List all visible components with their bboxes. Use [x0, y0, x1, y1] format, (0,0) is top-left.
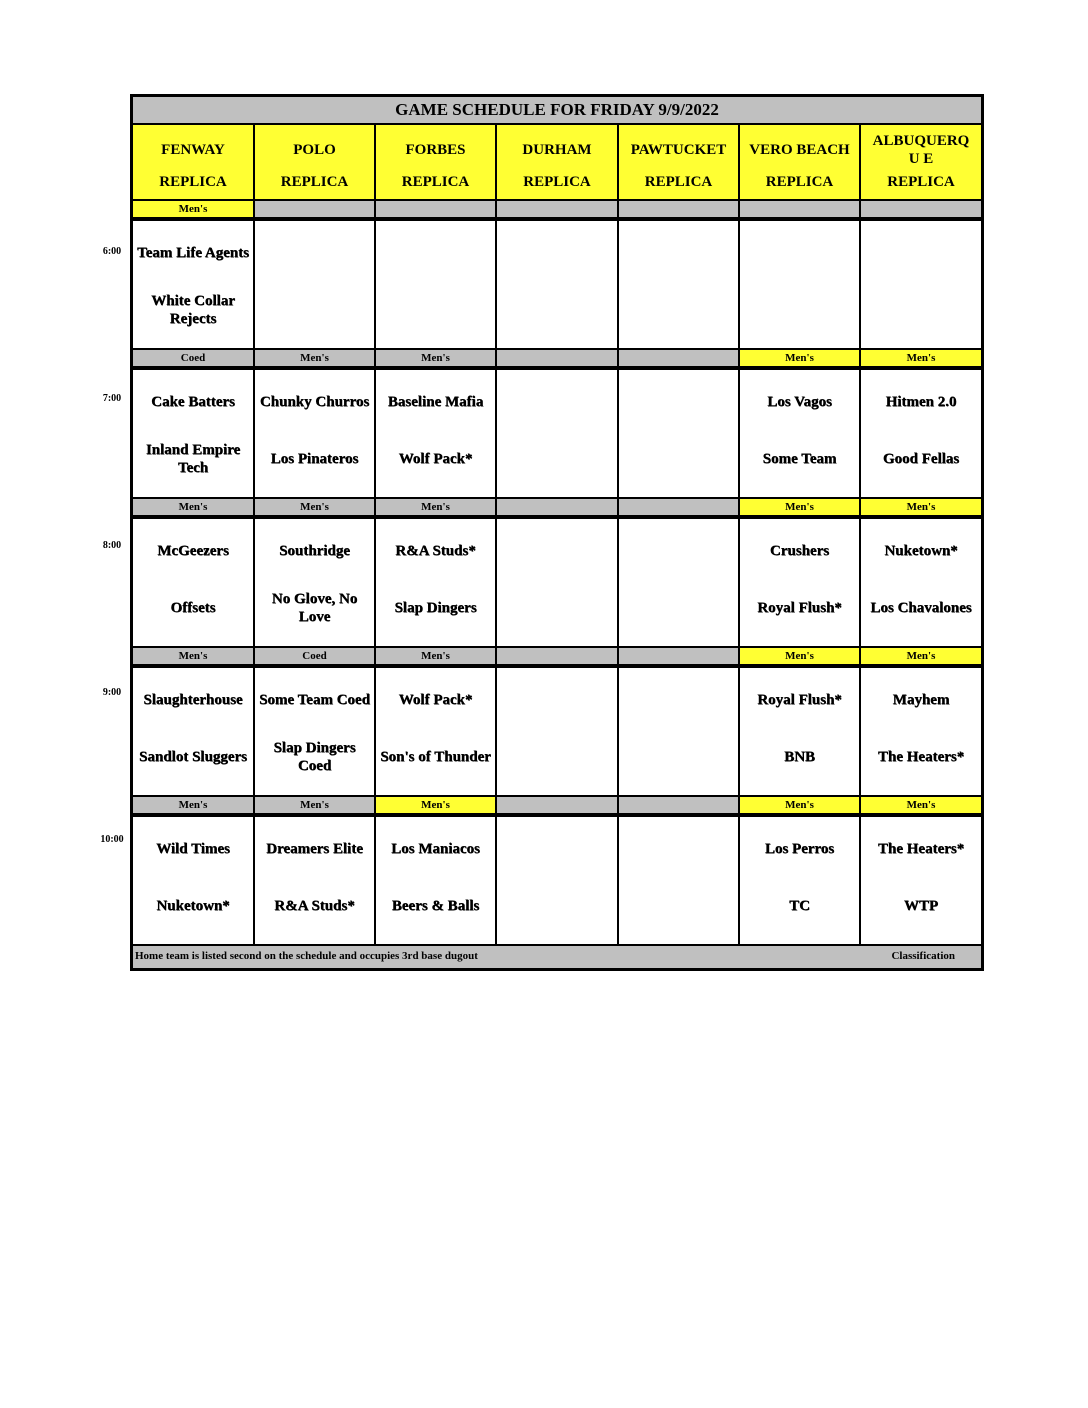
game-row: [133, 817, 981, 946]
classification-row: [133, 350, 981, 370]
game-cell: [255, 668, 376, 795]
classification-cell: [861, 201, 981, 217]
away-team: [919, 221, 923, 285]
game-cell: [497, 519, 619, 646]
home-team: [555, 583, 559, 633]
home-team: BNB: [784, 749, 815, 765]
classification-label: Classification: [891, 950, 955, 962]
field-type: REPLICA: [644, 174, 713, 190]
home-team: No Glove, No Love: [271, 591, 358, 625]
home-team: WTP: [903, 898, 939, 914]
field-type: REPLICA: [765, 174, 834, 190]
game-cell: [133, 668, 255, 795]
game-cell: [861, 668, 981, 795]
game-cell: [497, 817, 619, 944]
classification-cell: [497, 648, 619, 664]
game-cell: [376, 817, 497, 944]
field-type: REPLICA: [887, 174, 955, 190]
field-type: REPLICA: [401, 174, 470, 190]
time-slot-label: 9:00: [102, 687, 122, 698]
home-team: Wolf Pack*: [398, 451, 473, 467]
classification-cell: [497, 797, 619, 813]
field-type: REPLICA: [159, 174, 227, 190]
game-cell: [740, 370, 861, 497]
game-cell: [861, 221, 981, 348]
classification-cell: Men's: [740, 350, 861, 366]
field-name: VERO BEACH: [749, 142, 850, 158]
field-name: PAWTUCKET: [630, 142, 727, 158]
field-header-forbes: [376, 125, 497, 199]
home-team: [919, 285, 923, 335]
away-team: McGeezers: [157, 543, 229, 559]
game-cell: [619, 668, 740, 795]
home-team: The Heaters*: [877, 749, 965, 765]
game-cell: [861, 519, 981, 646]
field-name: DURHAM: [522, 142, 592, 158]
game-row: [133, 221, 981, 350]
classification-cell: Men's: [861, 350, 981, 366]
time-slot-label: 8:00: [102, 540, 122, 551]
classification-cell: [497, 201, 619, 217]
away-team: Chunky Churros: [259, 394, 370, 410]
home-team: [555, 881, 559, 931]
away-team: [313, 221, 317, 285]
game-cell: [740, 221, 861, 348]
game-cell: [740, 519, 861, 646]
game-cell: [619, 817, 740, 944]
home-team: Los Pinateros: [270, 451, 359, 467]
classification-cell: Men's: [740, 648, 861, 664]
classification-cell: Men's: [255, 797, 376, 813]
game-cell: [740, 668, 861, 795]
classification-cell: Men's: [740, 499, 861, 515]
away-team: Dreamers Elite: [266, 841, 363, 857]
game-row: [133, 668, 981, 797]
game-cell: [133, 221, 255, 348]
home-team: Los Chavalones: [870, 600, 972, 616]
classification-cell: Men's: [255, 350, 376, 366]
game-cell: [376, 668, 497, 795]
away-team: Los Maniacos: [391, 841, 480, 857]
game-row: [133, 519, 981, 648]
classification-cell: Men's: [861, 797, 981, 813]
home-team: Sandlot Sluggers: [139, 749, 247, 765]
home-team: [677, 732, 681, 782]
classification-row: [133, 499, 981, 519]
away-team: [555, 519, 559, 583]
home-team: White Collar Rejects: [151, 293, 235, 327]
game-cell: [255, 519, 376, 646]
away-team: Some Team Coed: [259, 692, 370, 708]
home-team: Offsets: [170, 600, 216, 616]
home-team: [555, 434, 559, 484]
classification-cell: [376, 201, 497, 217]
home-team: Nuketown*: [156, 898, 230, 914]
classification-row: [133, 201, 981, 221]
game-cell: [861, 817, 981, 944]
field-name: FENWAY: [161, 142, 225, 158]
classification-cell: [619, 797, 740, 813]
game-cell: [619, 221, 740, 348]
classification-cell: Men's: [376, 499, 497, 515]
classification-cell: Men's: [133, 797, 255, 813]
field-header-albuquerque: [861, 125, 981, 199]
classification-cell: Men's: [861, 499, 981, 515]
away-team: Nuketown*: [884, 543, 958, 559]
time-slot-label: 7:00: [102, 393, 122, 404]
game-cell: [376, 519, 497, 646]
away-team: [677, 668, 681, 732]
field-header-polo: [255, 125, 376, 199]
classification-cell: [497, 350, 619, 366]
classification-cell: Men's: [376, 648, 497, 664]
away-team: [555, 817, 559, 881]
away-team: [434, 221, 438, 285]
game-cell: [619, 370, 740, 497]
classification-cell: Coed: [255, 648, 376, 664]
classification-cell: Men's: [740, 797, 861, 813]
home-team: Inland Empire Tech: [145, 442, 241, 476]
home-team: [677, 285, 681, 335]
home-team: Slap Dingers: [394, 600, 477, 616]
game-cell: [255, 817, 376, 944]
field-name: FORBES: [405, 142, 466, 158]
game-cell: [376, 221, 497, 348]
classification-cell: [497, 499, 619, 515]
home-team: [677, 881, 681, 931]
away-team: Baseline Mafia: [387, 394, 484, 410]
home-team: R&A Studs*: [274, 898, 355, 914]
away-team: The Heaters*: [877, 841, 965, 857]
away-team: Cake Batters: [151, 394, 235, 410]
classification-cell: [255, 201, 376, 217]
classification-cell: [619, 201, 740, 217]
classification-cell: Men's: [861, 648, 981, 664]
away-team: Hitmen 2.0: [885, 394, 957, 410]
game-cell: [497, 668, 619, 795]
field-name: POLO: [293, 142, 336, 158]
home-team: Slap Dingers Coed: [273, 740, 356, 774]
classification-cell: Men's: [255, 499, 376, 515]
home-team: [798, 285, 802, 335]
classification-cell: [619, 648, 740, 664]
game-cell: [376, 370, 497, 497]
schedule-title: GAME SCHEDULE FOR FRIDAY 9/9/2022: [133, 97, 981, 125]
field-type: REPLICA: [523, 174, 591, 190]
classification-cell: Men's: [133, 201, 255, 217]
time-slot-label: 10:00: [100, 834, 124, 845]
game-cell: [255, 221, 376, 348]
away-team: [677, 519, 681, 583]
home-team: [313, 285, 317, 335]
classification-cell: [740, 201, 861, 217]
away-team: Team Life Agents: [137, 245, 249, 261]
away-team: Wild Times: [156, 841, 230, 857]
game-cell: [255, 370, 376, 497]
home-team: Some Team: [762, 451, 837, 467]
home-team: [434, 285, 438, 335]
away-team: Mayhem: [892, 692, 950, 708]
classification-cell: Men's: [376, 797, 497, 813]
game-cell: [497, 221, 619, 348]
field-header-durham: [497, 125, 619, 199]
game-row: [133, 370, 981, 499]
game-cell: [497, 370, 619, 497]
game-cell: [133, 519, 255, 646]
game-cell: [861, 370, 981, 497]
away-team: Crushers: [769, 543, 830, 559]
away-team: Wolf Pack*: [398, 692, 473, 708]
home-team: Royal Flush*: [757, 600, 842, 616]
away-team: [798, 221, 802, 285]
time-slot-label: 6:00: [102, 246, 122, 257]
home-team: Son's of Thunder: [380, 749, 491, 765]
field-header-vero-beach: [740, 125, 861, 199]
home-team: [555, 285, 559, 335]
away-team: Los Vagos: [767, 394, 832, 410]
home-team: Beers & Balls: [391, 898, 480, 914]
field-header-row: [133, 125, 981, 201]
classification-row: [133, 797, 981, 817]
classification-cell: Men's: [376, 350, 497, 366]
classification-row: [133, 648, 981, 668]
away-team: [677, 817, 681, 881]
away-team: [677, 370, 681, 434]
classification-cell: Men's: [133, 499, 255, 515]
away-team: [555, 668, 559, 732]
away-team: Royal Flush*: [757, 692, 842, 708]
field-header-pawtucket: [619, 125, 740, 199]
away-team: R&A Studs*: [395, 543, 476, 559]
field-name: ALBUQUERQU E: [872, 133, 970, 167]
classification-cell: [619, 499, 740, 515]
classification-cell: [619, 350, 740, 366]
classification-cell: Coed: [133, 350, 255, 366]
away-team: Southridge: [279, 543, 350, 559]
home-team-note: Home team is listed second on the schedule and occupies 3rd base dugout: [135, 950, 478, 962]
schedule-table: [130, 94, 984, 971]
classification-cell: Men's: [133, 648, 255, 664]
away-team: Slaughterhouse: [143, 692, 243, 708]
home-team: Good Fellas: [882, 451, 960, 467]
away-team: [677, 221, 681, 285]
game-cell: [740, 817, 861, 944]
field-header-fenway: [133, 125, 255, 199]
game-cell: [133, 370, 255, 497]
field-type: REPLICA: [280, 174, 349, 190]
game-cell: [133, 817, 255, 944]
away-team: [555, 221, 559, 285]
game-cell: [619, 519, 740, 646]
home-team: [555, 732, 559, 782]
home-team: TC: [789, 898, 810, 914]
home-team: [677, 434, 681, 484]
home-team: [677, 583, 681, 633]
schedule-footer: [133, 946, 981, 968]
away-team: Los Perros: [764, 841, 835, 857]
away-team: [555, 370, 559, 434]
